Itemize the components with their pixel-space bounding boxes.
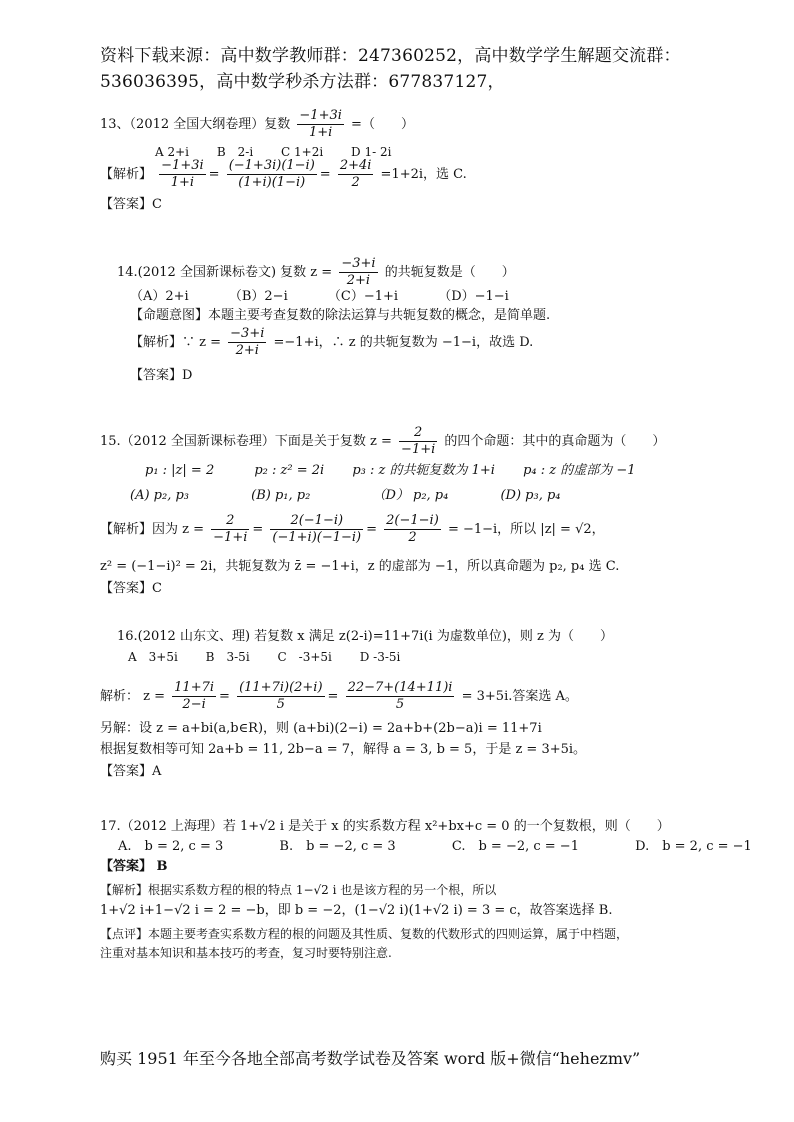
q14-intent: 【命题意图】本题主要考查复数的除法运算与共轭复数的概念，是简单题. bbox=[130, 308, 551, 323]
q17-stem: 17.（2012 上海理）若 1+√2 i 是关于 x 的实系数方程 x²+bx+c = 0 的一个复数根，则（ ） bbox=[100, 819, 670, 834]
q14-frac-den: 2+i bbox=[346, 273, 371, 288]
q16-a-frac-1 bbox=[172, 680, 216, 713]
q17-answer-value: B bbox=[156, 859, 168, 874]
q13-frac-num: −1+3i bbox=[299, 108, 342, 123]
q15-analysis-line-2: z² = (−1−i)² = 2i，共轭复数为 z̄ = −1+i，z 的虚部为 −1，所以真命题为 p₂, p₄ 选 C. bbox=[100, 559, 620, 574]
q16-analysis-prefix: 解析： z = bbox=[100, 689, 166, 704]
q13-analysis-label: 【解析】 bbox=[100, 167, 153, 182]
q14-fraction bbox=[339, 256, 377, 289]
q16-option-b: B 3-5i bbox=[205, 650, 250, 664]
q13-a-f2-num: (−1+3i)(1−i) bbox=[228, 158, 315, 173]
q16-analysis-suffix: = 3+5i.答案选 A。 bbox=[461, 689, 578, 704]
header-line-2: 536036395，高中数学秒杀方法群：677837127， bbox=[100, 72, 505, 92]
q14-a-num: −3+i bbox=[230, 326, 265, 341]
q16-f2-num: (11+7i)(2+i) bbox=[239, 680, 323, 695]
q17-analysis-2: 1+√2 i+1−√2 i = 2 = −b，即 b = −2，(1−√2 i)(1+√2 i) = 3 = c，故答案选择 B. bbox=[100, 903, 613, 918]
q13-a-f1-den: 1+i bbox=[170, 175, 195, 190]
q14-option-d: （D）−1−i bbox=[438, 289, 509, 304]
q14-analysis bbox=[130, 326, 533, 359]
q16-a-frac-2 bbox=[237, 680, 324, 713]
q15-prop-4: p₄ : z 的虚部为 −1 bbox=[523, 463, 636, 478]
q13-stem bbox=[100, 108, 414, 141]
q13-a-f3-num: 2+4i bbox=[339, 158, 372, 173]
q13-a-f1-num: −1+3i bbox=[161, 158, 204, 173]
q16-option-a: A 3+5i bbox=[128, 650, 178, 664]
q14-analysis-suffix: =−1+i，∴ z 的共轭复数为 −1−i，故选 D. bbox=[273, 335, 534, 350]
q15-option-a: (A) p₂, p₃ bbox=[130, 488, 189, 503]
q15-options bbox=[130, 487, 561, 505]
q16-option-c: C -3+5i bbox=[277, 650, 332, 664]
footer-promo: 购买 1951 年至今各地全部高考数学试卷及答案 word 版+微信“hehezmv” bbox=[100, 1049, 641, 1068]
q16-f1-num: 11+7i bbox=[174, 680, 215, 695]
q16-option-d: D -3-5i bbox=[359, 650, 401, 664]
q13-option-a: A 2+i bbox=[155, 145, 190, 159]
q14-analysis-frac bbox=[228, 326, 266, 359]
q15-f1-num: 2 bbox=[211, 513, 249, 530]
q15-option-b: (B) p₁, p₂ bbox=[251, 488, 311, 503]
q16-analysis: 解析： z = $\frac{11+7i}{2-i}$ = $\frac{(11+7i)(2+i)}{5}$ = $\frac{22-7+(14+11)i}{5}$ = 3+5i.答案选 A。 bbox=[100, 680, 578, 712]
q13-option-c: C 1+2i bbox=[281, 145, 324, 159]
q15-f1-den: −1+i bbox=[213, 530, 248, 545]
q15-f2-num: 2(−1−i) bbox=[270, 513, 363, 530]
q17-option-b: B. b = −2, c = 3 bbox=[279, 839, 396, 854]
q16-f3-den: 5 bbox=[395, 697, 405, 712]
q13-answer: 【答案】C bbox=[100, 197, 162, 212]
q15-a-frac-2 bbox=[270, 513, 363, 546]
q16-answer: 【答案】A bbox=[100, 764, 162, 779]
q13-analysis-frac-3 bbox=[338, 158, 374, 191]
q13-analysis-tail: =1+2i，选 C. bbox=[380, 167, 467, 182]
q14-option-b: （B）2−i bbox=[228, 289, 288, 304]
q15-a-frac-1 bbox=[211, 513, 249, 546]
q15-analysis-prefix: 【解析】因为 z = bbox=[100, 522, 205, 537]
q17-comment-2: 注重对基本知识和基本技巧的考查，复习时要特别注意. bbox=[100, 946, 392, 960]
q15-option-d: (D) p₃, p₄ bbox=[500, 488, 561, 503]
q17-options bbox=[118, 838, 752, 856]
q14-answer: 【答案】D bbox=[130, 368, 193, 383]
q13-fraction bbox=[297, 108, 344, 141]
q17-analysis-1: 【解析】根据实系数方程的根的特点 1−√2 i 也是该方程的另一个根，所以 bbox=[100, 883, 497, 897]
q15-f3-num: 2(−1−i) bbox=[386, 513, 439, 528]
q16-f3-num: 22−7+(14+11)i bbox=[347, 680, 453, 695]
q15-analysis: 【解析】因为 z = $\frac{2}{-1+i}$ = $\frac{2(-1-i)}{(-1+i)(-1-i)}$ = $\frac{2(-1-i)}{2}$ = −1−i，所以 |z| = √2， bbox=[100, 513, 605, 545]
q15-stem-suffix: 的四个命题：其中的真命题为（ ） bbox=[444, 434, 666, 449]
q14-options bbox=[130, 288, 509, 306]
q13-option-d: D 1- 2i bbox=[351, 145, 392, 159]
q15-analysis-suffix: = −1−i，所以 |z| = √2， bbox=[447, 522, 605, 537]
q17-option-c: C. b = −2, c = −1 bbox=[451, 839, 579, 854]
q17-answer bbox=[100, 858, 168, 876]
q15-answer: 【答案】C bbox=[100, 581, 162, 596]
q15-stem bbox=[100, 425, 665, 458]
q16-f2-den: 5 bbox=[276, 697, 285, 712]
q15-prop-2: p₂ : z² = 2i bbox=[254, 463, 325, 478]
q16-alt-2: 根据复数相等可知 2a+b = 11, 2b−a = 7，解得 a = 3, b = 5，于是 z = 3+5i。 bbox=[100, 742, 587, 757]
header-line-1: 资料下载来源：高中数学教师群：247360252，高中数学学生解题交流群： bbox=[100, 46, 681, 66]
q13-frac-den: 1+i bbox=[308, 125, 333, 140]
q13-analysis: 【解析】 $\frac{-1+3i}{1+i}$ = $\frac{(-1+3i)(1-i)}{(1+i)(1-i)}$ = $\frac{2+4i}{2}$ =1+2i，选 C. bbox=[100, 158, 467, 190]
q13-stem-suffix: =（ ） bbox=[351, 117, 414, 132]
q15-prop-3: p₃ : z 的共轭复数为 1+i bbox=[352, 463, 495, 478]
q13-analysis-frac-2 bbox=[227, 158, 317, 191]
q15-f2-den: (−1+i)(−1−i) bbox=[272, 530, 362, 545]
q16-f1-den: 2−i bbox=[182, 697, 206, 712]
q15-option-c: （D） p₂, p₄ bbox=[372, 488, 449, 503]
q13-stem-prefix: 13、（2012 全国大纲卷理）复数 bbox=[100, 117, 291, 132]
q15-fraction bbox=[399, 425, 437, 458]
q13-option-b: B 2-i bbox=[216, 145, 254, 159]
q14-frac-num: −3+i bbox=[341, 256, 376, 271]
q14-stem-suffix: 的共轭复数是（ ） bbox=[384, 265, 515, 280]
q15-prop-1: p₁ : |z| = 2 bbox=[145, 463, 215, 478]
q14-a-den: 2+i bbox=[235, 343, 259, 358]
q16-options bbox=[128, 648, 400, 666]
q14-option-c: （C）−1+i bbox=[327, 289, 399, 304]
q15-a-frac-3 bbox=[384, 513, 441, 546]
q14-stem bbox=[117, 256, 515, 289]
q15-f3-den: 2 bbox=[408, 530, 417, 545]
q14-option-a: （A）2+i bbox=[130, 289, 189, 304]
q17-comment-1: 【点评】本题主要考查实系数方程的根的问题及其性质、复数的代数形式的四则运算，属于中档题， bbox=[100, 927, 629, 941]
q15-propositions bbox=[145, 462, 636, 480]
q17-option-a: A. b = 2, c = 3 bbox=[118, 839, 224, 854]
q13-a-f3-den: 2 bbox=[351, 175, 360, 190]
q15-frac-num: 2 bbox=[399, 425, 437, 442]
q17-answer-label: 【答案】 bbox=[100, 859, 153, 874]
q14-analysis-prefix: 【解析】∵ z = bbox=[130, 335, 222, 350]
q16-stem: 16.(2012 山东文、理) 若复数 x 满足 z(2-i)=11+7i(i 为虚数单位)，则 z 为（ ） bbox=[117, 629, 614, 644]
q16-alt-1: 另解：设 z = a+bi(a,b∈R)，则 (a+bi)(2−i) = 2a+b+(2b−a)i = 11+7i bbox=[100, 721, 542, 736]
q16-a-frac-3 bbox=[346, 680, 455, 713]
q14-stem-prefix: 14.(2012 全国新课标卷文) 复数 z = bbox=[117, 265, 333, 280]
q17-option-d: D. b = 2, c = −1 bbox=[635, 839, 752, 854]
q15-stem-prefix: 15.（2012 全国新课标卷理）下面是关于复数 z = bbox=[100, 434, 392, 449]
q13-a-f2-den: (1+i)(1−i) bbox=[238, 175, 306, 190]
q15-frac-den: −1+i bbox=[401, 442, 436, 457]
q13-analysis-frac-1 bbox=[159, 158, 206, 191]
